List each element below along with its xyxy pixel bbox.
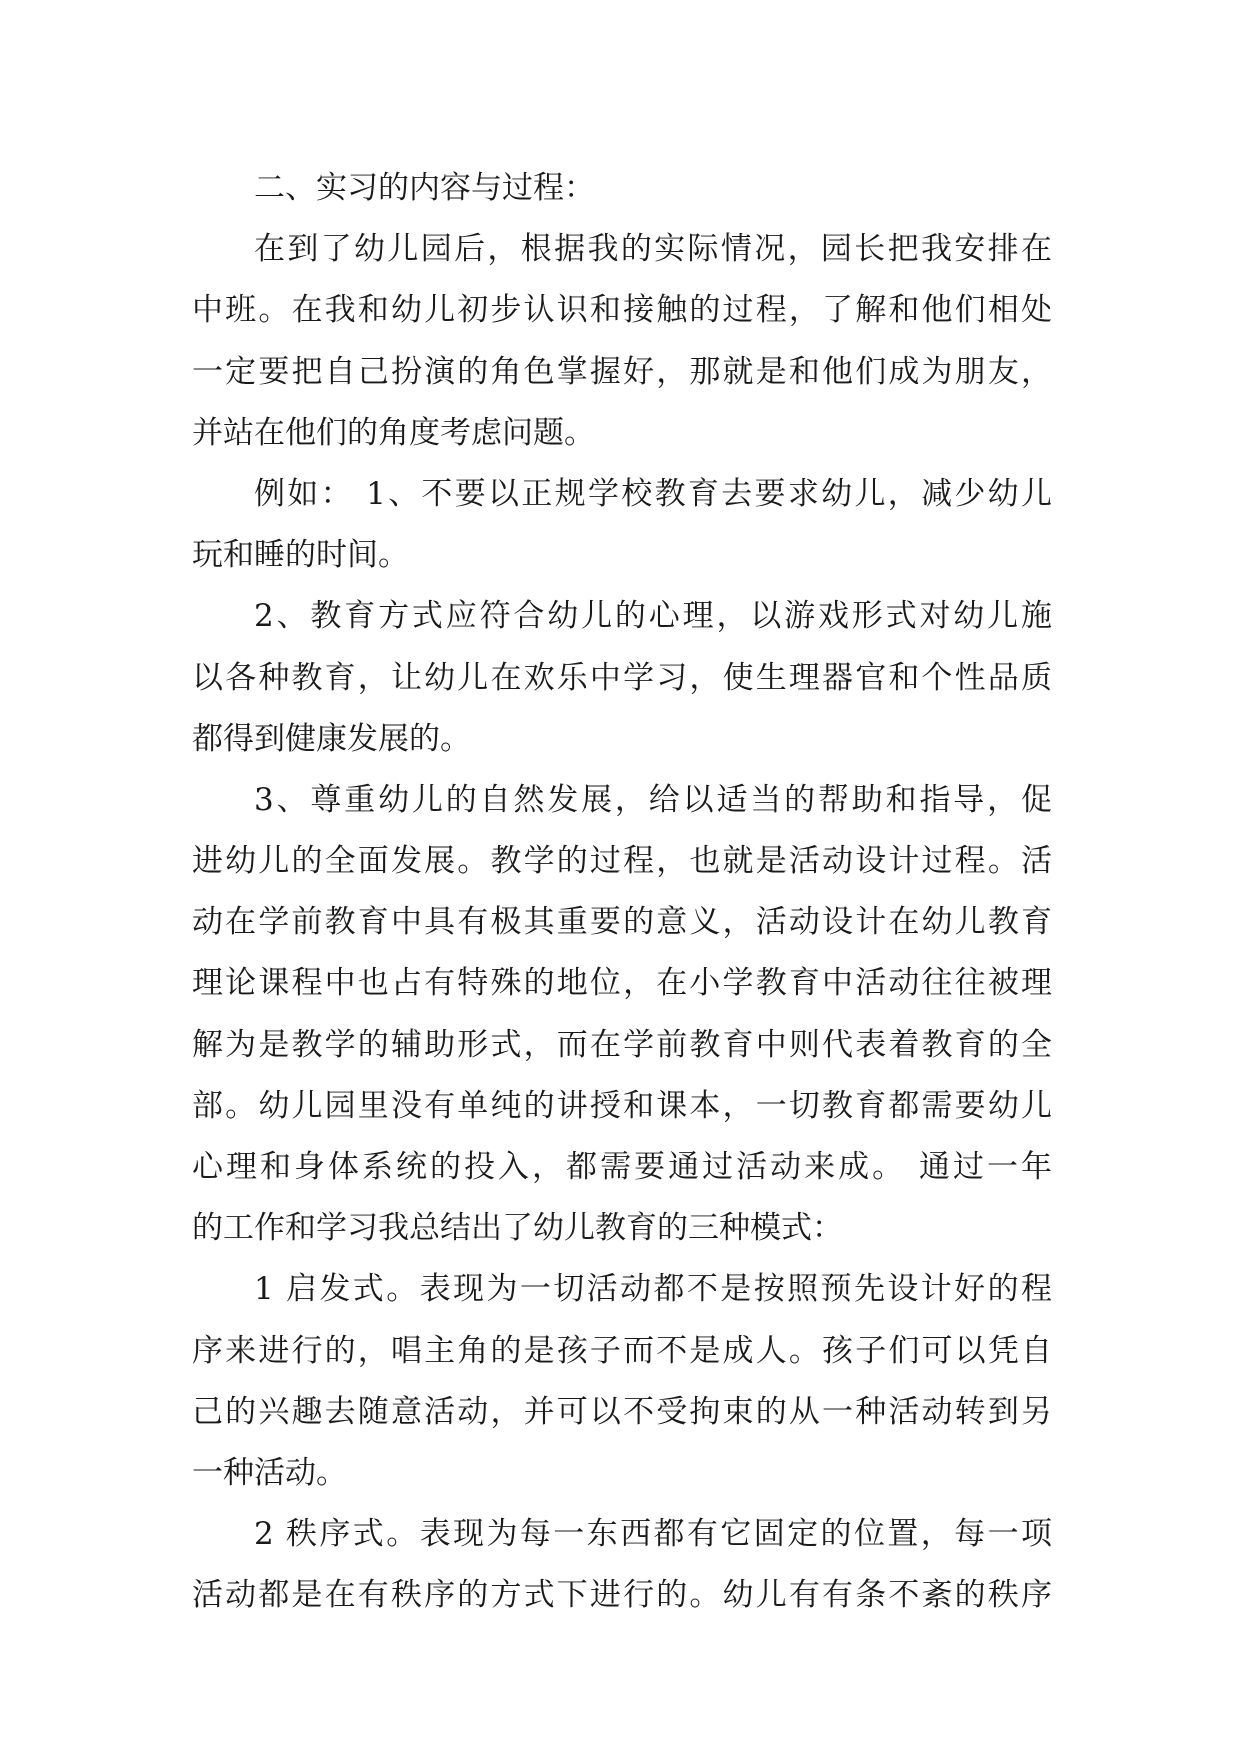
- text-line: 活动都是在有秩序的方式下进行的。幼儿有有条不紊的秩序: [192, 1577, 1052, 1614]
- section-heading: 二、实习的内容与过程：: [254, 170, 595, 206]
- text-line: 3、尊重幼儿的自然发展，给以适当的帮助和指导，促: [254, 781, 1052, 818]
- text-line: 进幼儿的全面发展。教学的过程，也就是活动设计过程。活: [192, 843, 1052, 880]
- text-line: 一定要把自己扮演的角色掌握好，那就是和他们成为朋友，: [192, 353, 1052, 390]
- text-line: 部。幼儿园里没有单纯的讲授和课本，一切教育都需要幼儿: [192, 1087, 1052, 1124]
- text-line: 玩和睡的时间。: [192, 537, 409, 574]
- text-line: 解为是教学的辅助形式，而在学前教育中则代表着教育的全: [192, 1026, 1052, 1063]
- text-line: 在到了幼儿园后，根据我的实际情况，园长把我安排在: [254, 231, 1052, 268]
- text-line: 理论课程中也占有特殊的地位，在小学教育中活动往往被理: [192, 965, 1052, 1002]
- text-line: 1 启发式。表现为一切活动都不是按照预先设计好的程: [254, 1271, 1052, 1308]
- text-line: 2、教育方式应符合幼儿的心理，以游戏形式对幼儿施: [254, 598, 1052, 635]
- text-line: 以各种教育，让幼儿在欢乐中学习，使生理器官和个性品质: [192, 659, 1052, 696]
- text-line: 2 秩序式。表现为每一东西都有它固定的位置，每一项: [254, 1516, 1052, 1553]
- text-line: 心理和身体系统的投入，都需要通过活动来成。 通过一年: [192, 1149, 1052, 1185]
- body-text: [192, 158, 1052, 1627]
- text-line: 中班。在我和幼儿初步认识和接触的过程，了解和他们相处: [192, 292, 1052, 329]
- text-line: 并站在他们的角度考虑问题。: [192, 414, 595, 451]
- text-line: 己的兴趣去随意活动，并可以不受拘束的从一种活动转到另: [192, 1393, 1052, 1430]
- text-line: 序来进行的，唱主角的是孩子而不是成人。孩子们可以凭自: [192, 1332, 1052, 1369]
- text-line: 动在学前教育中具有极其重要的意义，活动设计在幼儿教育: [192, 904, 1052, 941]
- text-line: 的工作和学习我总结出了幼儿教育的三种模式：: [192, 1210, 843, 1247]
- text-line: 都得到健康发展的。: [192, 720, 471, 757]
- text-line: 一种活动。: [192, 1454, 347, 1491]
- text-line: 例如： 1、不要以正规学校教育去要求幼儿，减少幼儿: [254, 475, 1052, 512]
